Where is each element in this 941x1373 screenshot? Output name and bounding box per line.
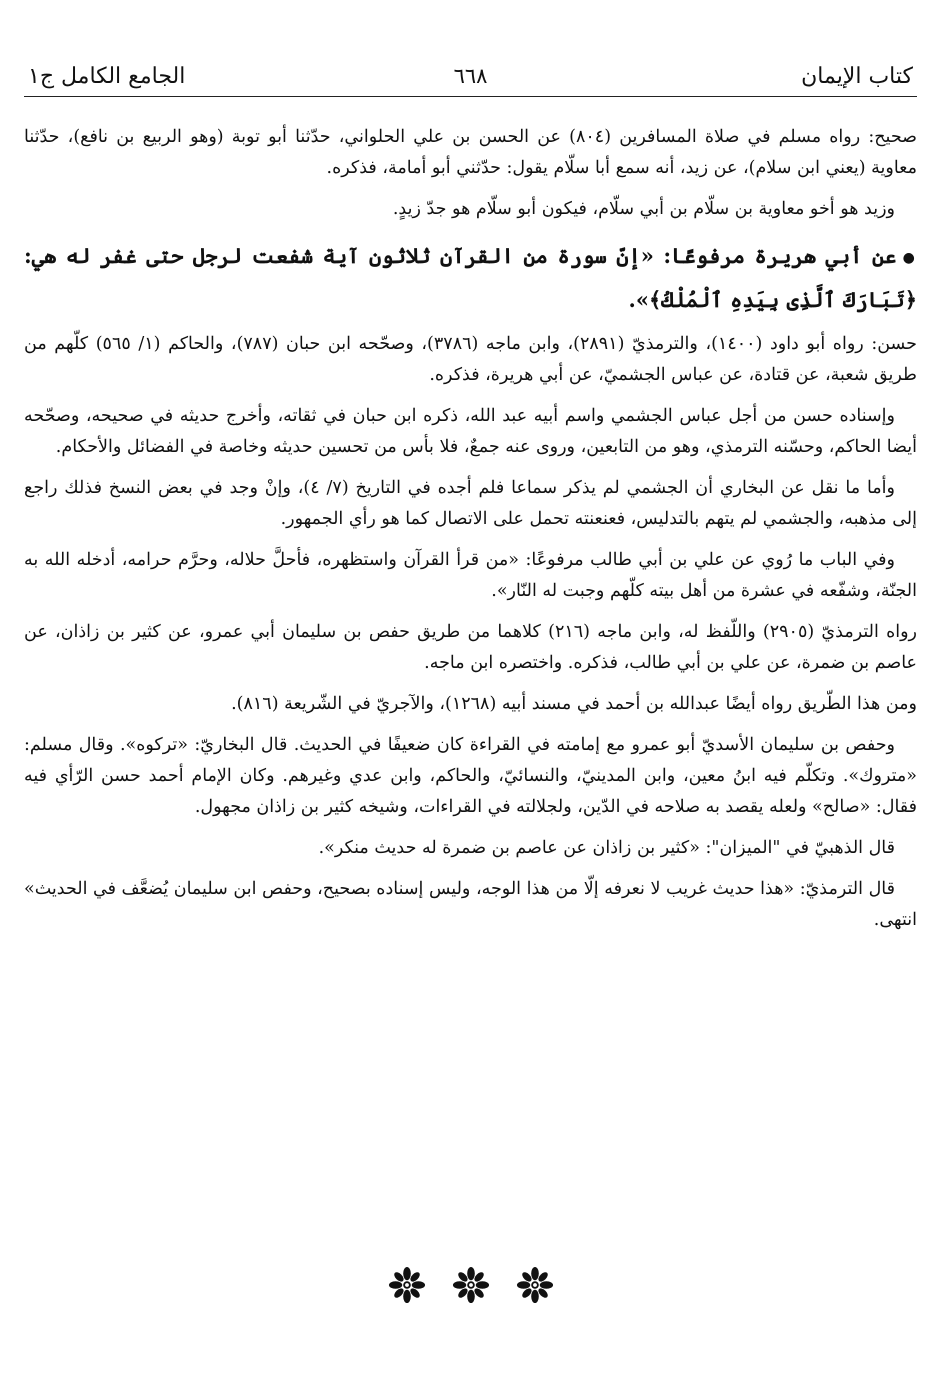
collection-title: الجامع الكامل ج١ [28, 63, 186, 89]
bullet-icon: ● [902, 249, 917, 266]
paragraph-ali-hadith: وفي الباب ما رُوي عن علي بن أبي طالب مرفوعًا: «من قرأ القرآن واستظهره، فأحلَّ حلاله، وحرَّم حرامه، أدخله الله به الجنّة، وشفّعه في عشرة من أهل بيته كلّهم وجبت له النّار». [24, 549, 917, 601]
paragraph-tirmidhi-takhrij: رواه الترمذيّ (٢٩٠٥) واللّفظ له، وابن ماجه (٢١٦) كلاهما من طريق حفص بن سليمان أبي عمرو، عن كثير بن زاذان، عن عاصم بن ضمرة، عن علي بن أبي طالب، فذكره. واختصره ابن ماجه. [24, 621, 918, 673]
section-end-ornaments [0, 1266, 941, 1304]
page-body [24, 122, 917, 946]
book-title: كتاب الإيمان [801, 63, 913, 89]
paragraph-other-routes: ومن هذا الطّريق رواه أيضًا عبدالله بن أحمد في مسند أبيه (١٢٦٨)، والآجريّ في الشّريعة (٨١٦). [231, 693, 917, 714]
hadith-text-content: عن أبي هريرة مرفوعًا: «إنّ سورة من القرآن ثلاثون آية شفعت لرجل حتى غفر له هي: ﴿تَبَارَكَ ٱلَّذِى بِيَدِهِ ٱلْمُلْكُ﴾». [24, 243, 917, 312]
floral-ornament-icon [388, 1266, 426, 1304]
paragraph-hafs-criticism: وحفص بن سليمان الأسديّ أبو عمرو مع إمامته في القراءة كان ضعيفًا في الحديث. قال البخاريّ: «تركوه». وقال مسلم: «متروك». وتكلّم فيه ابنُ معين، وابن المدينيّ، والنسائيّ، والحاكم، وابن عدي وغيرهم. وكان الإمام أحمد حسن الرّأي فيه فقال: «صالح» ولعله يقصد به صلاحه في الدّين، ولجلالته في القراءات، وشيخه كثير بن زاذان مجهول. [24, 734, 917, 817]
paragraph-note-1: وزيد هو أخو معاوية بن سلّام بن أبي سلّام، فيكون أبو سلّام هو جدّ زيدٍ. [392, 199, 895, 219]
page-header [28, 58, 913, 94]
paragraph-takhrij-2: حسن: رواه أبو داود (١٤٠٠)، والترمذيّ (٢٨٩١)، وابن ماجه (٣٧٨٦)، وصحّحه ابن حبان (٧٨٧)، والحاكم (١/ ٥٦٥) كلّهم من طريق شعبة، عن قتادة، عن عباس الجشميّ، عن أبي هريرة، فذكره. [24, 333, 917, 385]
hadith-text [24, 235, 917, 321]
paragraph-takhrij-1: صحيح: رواه مسلم في صلاة المسافرين (٨٠٤) عن الحسن بن علي الحلواني، حدّثنا أبو توبة (وهو الربيع بن نافع)، حدّثنا معاوية (يعني ابن سلام)، عن زيد، أنه سمع أبا سلّام يقول: حدّثني أبو أمامة، فذكره. [24, 127, 917, 178]
floral-ornament-icon [452, 1266, 490, 1304]
page-number: ٦٦٨ [453, 64, 488, 88]
header-rule [24, 96, 917, 97]
paragraph-bukhari-note: وأما ما نقل عن البخاري أن الجشمي لم يذكر سماعا فلم أجده في التاريخ (٧/ ٤)، وإنْ وجد في بعض النسخ فذلك راجع إلى مذهبه، والجشمي لم يتهم بالتدليس، فعنعنته تحمل على الاتصال كما هو رأي الجمهور. [24, 477, 917, 529]
paragraph-isnad: وإسناده حسن من أجل عباس الجشمي واسم أبيه عبد الله، ذكره ابن حبان في ثقاته، وأخرج حديثه في صحيحه، وصحّحه أيضا الحاكم، وحسّنه الترمذي، وهو من التابعين، وروى عنه جمعٌ، فلا بأس من تحسين حديثه وخاصة في الفضائل والأحكام. [24, 405, 917, 457]
paragraph-tirmidhi-quote: قال الترمذيّ: «هذا حديث غريب لا نعرفه إلّا من هذا الوجه، وليس إسناده بصحيح، وحفص ابن سليمان يُضعَّف في الحديث» انتهى. [24, 878, 917, 930]
paragraph-dhahabi-quote: قال الذهبيّ في "الميزان": «كثير بن زاذان عن عاصم بن ضمرة له حديث منكر». [318, 837, 895, 858]
floral-ornament-icon [516, 1266, 554, 1304]
